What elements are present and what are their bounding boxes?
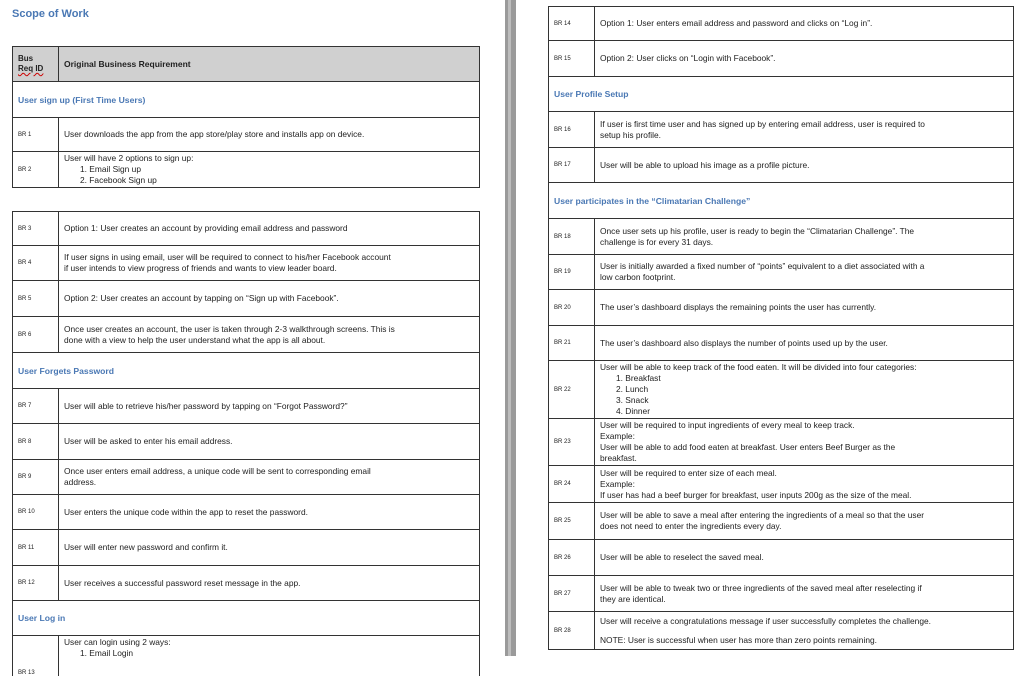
req-line: If user signs in using email, user will be required to connect to his/her Facebook account (64, 252, 391, 262)
req-line: Option 1: User enters email address and password and clicks on “Log in”. (600, 18, 873, 28)
req-text (60, 566, 479, 600)
req-text (60, 317, 479, 352)
req-line: User will be able to reselect the saved meal. (600, 552, 764, 562)
req-text (596, 503, 1013, 539)
req-id: BR 23 (549, 419, 595, 465)
req-id: BR 22 (549, 361, 595, 418)
req-text (596, 290, 1013, 325)
req-text (60, 424, 479, 459)
req-text (596, 326, 1013, 360)
table-row (548, 290, 1014, 326)
req-line: User enters the unique code within the app to reset the password. (64, 506, 308, 517)
req-line: The user’s dashboard displays the remaining points the user has currently. (600, 302, 877, 312)
table-row (12, 460, 480, 495)
req-id: BR 27 (549, 576, 595, 611)
req-text (60, 460, 479, 494)
req-line: does not need to enter the ingredients every day. (600, 521, 782, 531)
req-line: Option 2: User clicks on “Login with Facebook”. (600, 53, 776, 63)
req-line: they are identical. (600, 593, 666, 604)
header-requirement-cell: Original Business Requirement (64, 58, 191, 69)
req-id: BR 19 (549, 255, 595, 289)
req-id: BR 14 (549, 7, 595, 40)
req-id: BR 6 (13, 317, 59, 352)
req-text (60, 495, 479, 529)
req-line: Example: (600, 478, 635, 489)
req-line: setup his profile. (600, 129, 661, 140)
req-id: BR 21 (549, 326, 595, 360)
table-row (548, 612, 1014, 650)
req-line: User will be able to upload his image as a profile picture. (600, 159, 810, 170)
req-line: Option 2: User creates an account by tapping on “Sign up with Facebook”. (64, 293, 339, 303)
req-line: low carbon footprint. (600, 272, 676, 282)
table-row (548, 112, 1014, 148)
req-line: challenge is for every 31 days. (600, 236, 714, 247)
list-item: 2. Facebook Sign up (80, 175, 157, 185)
table-row (12, 530, 480, 566)
table-row (548, 326, 1014, 361)
req-line: User will be able to save a meal after entering the ingredients of a meal so that the user (600, 510, 925, 520)
table-row (12, 495, 480, 530)
req-line: User will be able to keep track of the food eaten. It will be divided into four categories: (600, 362, 917, 372)
table-row (548, 41, 1014, 77)
table-row (12, 211, 480, 246)
section-climatarian-challenge: User participates in the “Climatarian Challenge” (548, 183, 1014, 219)
document-title: Scope of Work (12, 8, 89, 20)
req-line: User is initially awarded a fixed number of “points” equivalent to a diet associated with a (600, 261, 925, 271)
req-line: address. (64, 477, 97, 487)
header-id-line1: Bus (18, 54, 34, 63)
req-line: Once user sets up his profile, user is ready to begin the “Climatarian Challenge”. The (600, 225, 915, 236)
page-gutter (505, 0, 516, 656)
section-user-profile-setup: User Profile Setup (548, 77, 1014, 112)
req-text (596, 219, 1013, 254)
req-text (596, 255, 1013, 289)
req-line: Example: (600, 431, 635, 441)
req-text (60, 530, 479, 565)
table-header-row (12, 46, 480, 82)
req-text (60, 118, 479, 151)
req-text (60, 636, 479, 676)
req-id: BR 8 (13, 424, 59, 459)
table-row (12, 636, 480, 676)
req-text (60, 152, 479, 187)
req-id: BR 13 (13, 636, 59, 676)
table-row (12, 566, 480, 601)
left-page (0, 0, 505, 676)
req-text (596, 7, 1013, 40)
table-row (12, 246, 480, 281)
list-item: 2. Lunch (616, 384, 649, 394)
req-text (60, 212, 479, 245)
header-id-line2: Req ID (18, 64, 44, 73)
req-id: BR 16 (549, 112, 595, 147)
req-line: NOTE: User is successful when user has more than zero points remaining. (600, 634, 877, 645)
req-line: User will have 2 options to sign up: (64, 153, 194, 163)
table-row (548, 466, 1014, 503)
table-row (548, 576, 1014, 612)
req-text (60, 246, 479, 280)
table-row (12, 317, 480, 353)
table-row (548, 540, 1014, 576)
req-line: If user has had a beef burger for breakfast, user inputs 200g as the size of the meal. (600, 489, 912, 500)
req-text (60, 281, 479, 316)
req-id: BR 3 (13, 212, 59, 245)
table-row (12, 424, 480, 460)
req-line: User will be asked to enter his email address. (64, 436, 233, 446)
section-user-signup: User sign up (First Time Users) (12, 82, 480, 118)
req-line: User will be required to input ingredients of every meal to keep track. (600, 420, 855, 430)
req-line: if user intends to view progress of friends and wants to view leader board. (64, 263, 337, 273)
req-id: BR 17 (549, 148, 595, 182)
req-text (596, 612, 1013, 649)
req-text (596, 112, 1013, 147)
list-item: 1. Breakfast (616, 373, 661, 383)
req-id: BR 28 (549, 612, 595, 649)
req-line: User will enter new password and confirm it. (64, 542, 228, 552)
req-id: BR 26 (549, 540, 595, 575)
req-line: User will be able to add food eaten at breakfast. User enters Beef Burger as the (600, 442, 896, 452)
req-text (596, 41, 1013, 76)
req-id: BR 12 (13, 566, 59, 600)
req-line: done with a view to help the user understand what the app is all about. (64, 334, 326, 345)
table-row (548, 219, 1014, 255)
req-id: BR 9 (13, 460, 59, 494)
list-item: 4. Dinner (616, 406, 650, 416)
req-id: BR 5 (13, 281, 59, 316)
list-item: 1. Email Sign up (80, 164, 141, 174)
req-text (596, 361, 1013, 418)
right-page (516, 0, 1024, 656)
req-line: If user is first time user and has signed up by entering email address, user is required to (600, 118, 925, 129)
req-line: User can login using 2 ways: (64, 637, 171, 647)
req-line: Once user enters email address, a unique code will be sent to corresponding email (64, 466, 371, 476)
table-row (548, 6, 1014, 41)
table-row (12, 152, 480, 188)
req-id: BR 7 (13, 389, 59, 423)
req-line: The user’s dashboard also displays the number of points used up by the user. (600, 337, 888, 348)
req-text (596, 148, 1013, 182)
req-id: BR 1 (13, 118, 59, 151)
req-text (596, 540, 1013, 575)
req-text (60, 389, 479, 423)
section-user-forgets-password: User Forgets Password (12, 353, 480, 389)
table-row (12, 389, 480, 424)
req-text (596, 466, 1013, 502)
req-line: breakfast. (600, 453, 637, 463)
table-row (12, 118, 480, 152)
req-id: BR 2 (13, 152, 59, 187)
req-line: User will able to retrieve his/her password by tapping on “Forgot Password?” (64, 400, 348, 411)
req-id: BR 11 (13, 530, 59, 565)
req-id: BR 18 (549, 219, 595, 254)
req-id: BR 10 (13, 495, 59, 529)
list-item: 3. Snack (616, 395, 649, 405)
table-row (12, 281, 480, 317)
table-row (548, 148, 1014, 183)
req-id: BR 20 (549, 290, 595, 325)
req-line: User will be able to tweak two or three ingredients of the saved meal after reselecting if (600, 582, 922, 593)
req-line: Once user creates an account, the user is taken through 2-3 walkthrough screens. This is (64, 323, 395, 334)
req-id: BR 24 (549, 466, 595, 502)
table-row (548, 419, 1014, 466)
table-row (548, 503, 1014, 540)
req-id: BR 4 (13, 246, 59, 280)
req-line (600, 627, 1009, 635)
req-line: User receives a successful password reset message in the app. (64, 577, 301, 588)
req-line: User will be required to enter size of each meal. (600, 467, 777, 478)
req-text (596, 419, 1013, 465)
req-line: Option 1: User creates an account by providing email address and password (64, 223, 348, 233)
req-id: BR 25 (549, 503, 595, 539)
req-text (596, 576, 1013, 611)
req-id: BR 15 (549, 41, 595, 76)
list-item: 1. Email Login (80, 648, 134, 658)
req-line: User will receive a congratulations message if user successfully completes the challenge. (600, 615, 931, 626)
header-id-cell (13, 47, 59, 81)
req-line: User downloads the app from the app store/play store and installs app on device. (64, 129, 365, 139)
table-row (548, 255, 1014, 290)
section-user-log-in: User Log in (12, 601, 480, 636)
table-row (548, 361, 1014, 419)
